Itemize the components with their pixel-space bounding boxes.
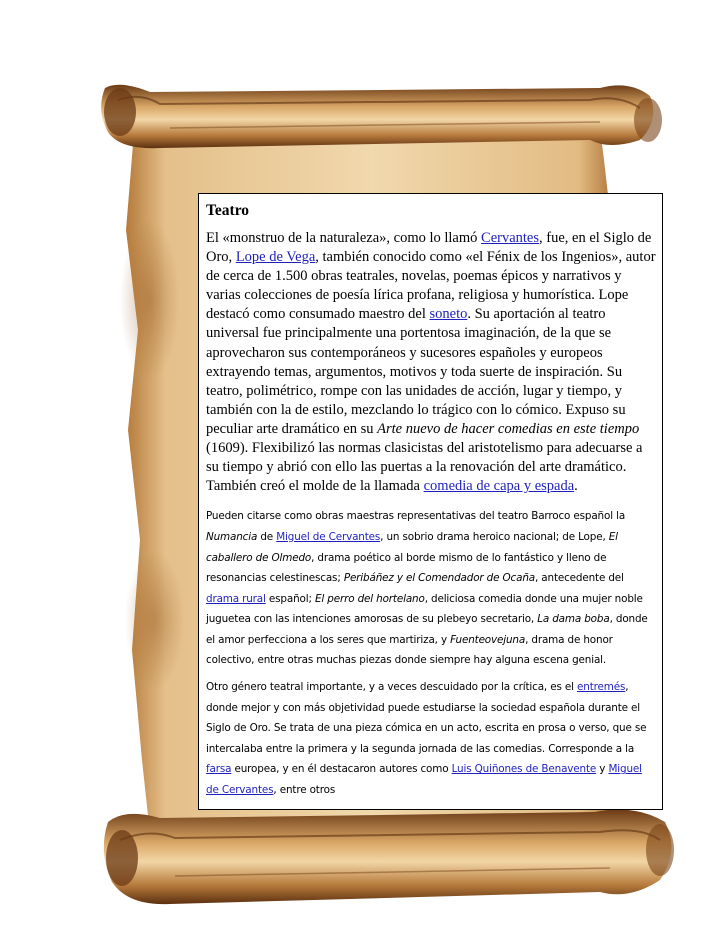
link-luis-quinones-de-benavente[interactable]: Luis Quiñones de Benavente — [451, 763, 597, 776]
link-entremes[interactable]: entremés — [577, 681, 626, 694]
link-miguel-de-cervantes[interactable]: Miguel de Cervantes — [276, 530, 381, 543]
paragraph-obras-maestras: Pueden citarse como obras maestras representativas del teatro Barroco español la Numancia de Miguel de Cervantes, un sobrio drama heroico nacional; de Lope, El caballero de Olmedo, drama poético al borde mismo de lo fantástico y lleno de resonancias celestinescas; Peribáñez y el Comendador de Ocaña, antecedente del drama rural español; El perro del hortelano, deliciosa comedia donde una mujer noble juguetea con las intenciones amorosas de su plebeyo secretario, La dama boba, donde el amor perfecciona a los seres que martiriza, y Fuenteovejuna, drama de honor colectivo, entre otras muchas piezas donde siempre hay alguna escena genial. — [206, 510, 648, 667]
link-drama-rural[interactable]: drama rural — [206, 592, 266, 605]
link-comedia-capa-espada[interactable]: comedia de capa y espada — [423, 478, 575, 495]
text-box — [198, 193, 663, 810]
link-lope-de-vega[interactable]: Lope de Vega — [235, 249, 316, 266]
section-title: Teatro — [206, 202, 250, 219]
link-farsa[interactable]: farsa — [206, 763, 232, 776]
paragraph-entremes: Otro género teatral importante, y a veces descuidado por la crítica, es el entremés, donde mejor y con más objetividad puede estudiarse la sociedad española durante el Siglo de Oro. Se trata de una pieza cómica en un acto, escrita en prosa o verso, que se intercalaba entre la primera y la segunda jornada de las comedias. Corresponde a la farsa europea, y en él destacaron autores como Luis Quiñones de Benavente y Miguel de Cervantes, entre otros — [206, 681, 647, 797]
link-miguel-de-cervantes-2[interactable]: Miguel de Cervantes — [206, 763, 642, 797]
link-soneto[interactable]: soneto — [429, 306, 468, 323]
link-cervantes[interactable]: Cervantes — [481, 230, 540, 246]
paragraph-lope: El «monstruo de la naturaleza», como lo llamó Cervantes, fue, en el Siglo de Oro, Lope de Vega, también conocido como «el Fénix de los Ingenios», autor de cerca de 1.500 obras teatrales, novelas, poemas épicos y narrativos y varias colecciones de poesía lírica profana, religiosa y humorística. Lope destacó como consumado maestro del soneto. Su aportación al teatro universal fue principalmente una portentosa imaginación, de la que se aprovecharon sus contemporáneos y sucesores españoles y europeos extrayendo temas, argumentos, motivos y toda suerte de inspiración. Su teatro, polimétrico, rompe con las unidades de acción, lugar y tiempo, y también con la de estilo, mezclando lo trágico con lo cómico. Expuso su peculiar arte dramático en su Arte nuevo de hacer comedias en este tiempo (1609). Flexibilizó las normas clasicistas del aristotelismo para adecuarse a su tiempo y abrió con ello las puertas a la renovación del arte dramático. También creó el molde de la llamada comedia de capa y espada. — [206, 230, 656, 495]
